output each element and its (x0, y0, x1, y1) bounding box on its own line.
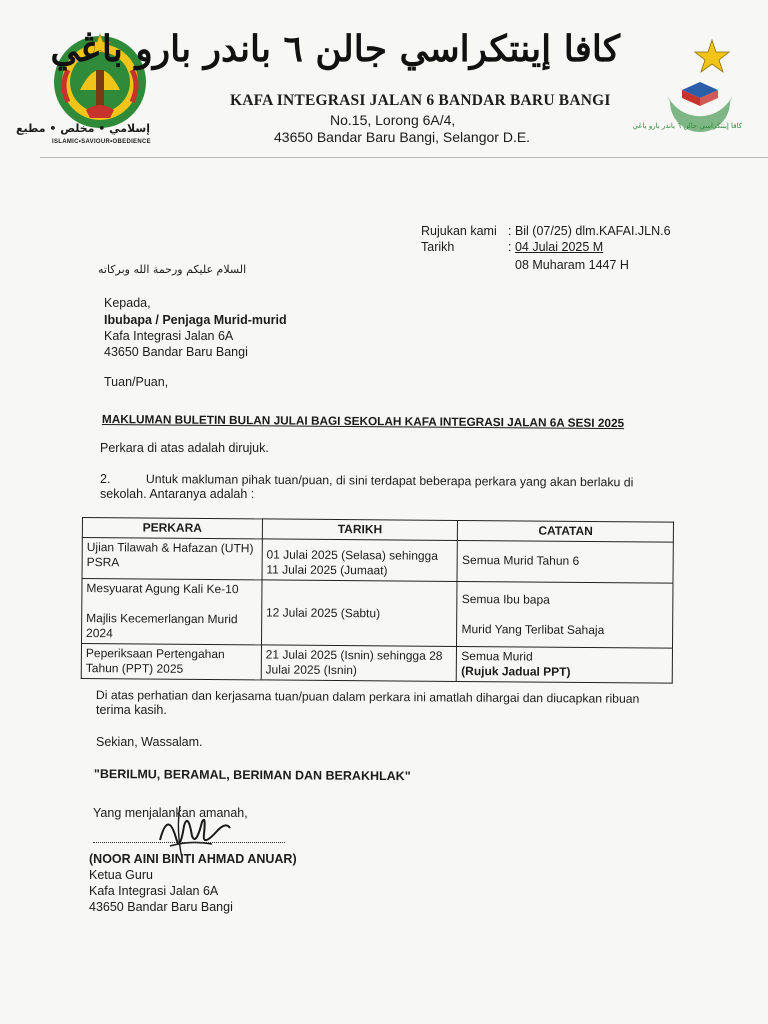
events-table (81, 517, 674, 684)
body-paragraph-2-number: 2. (100, 472, 111, 486)
reference-value: : Bil (07/25) dlm.KAFAI.JLN.6 (508, 224, 671, 238)
date-label: Tarikh (421, 240, 455, 254)
cell-perkara (82, 538, 262, 580)
closing-paragraph-line2: terima kasih. (96, 703, 167, 717)
recipient-line2: 43650 Bandar Baru Bangi (104, 345, 248, 359)
cell-line: (Rujuk Jadual PPT) (461, 663, 571, 679)
cell-catatan (457, 540, 673, 583)
cell-line: Ujian Tilawah & Hafazan (UTH) (86, 540, 254, 556)
date-line (508, 240, 603, 254)
signature-line (93, 842, 285, 843)
column-header-catatan: CATATAN (458, 520, 674, 542)
signatory-line2: 43650 Bandar Baru Bangi (89, 900, 233, 914)
date-value: 04 Julai 2025 M (514, 240, 604, 254)
right-logo-arabic-text: كافا إينتكراسي جالن ٦ باندر بارو باڠي (632, 122, 742, 130)
signatory-title: Ketua Guru (89, 868, 153, 882)
cell-line (86, 596, 257, 612)
body-paragraph-2-line1: Untuk makluman pihak tuan/puan, di sini terdapat beberapa perkara yang akan berlaku di (145, 472, 634, 490)
body-paragraph-1: Perkara di atas adalah dirujuk. (100, 441, 269, 455)
arabic-greeting: السلام عليكم ورحمة الله وبركاته (98, 263, 247, 276)
cell-line: Semua Murid (461, 648, 533, 664)
cell-line: 2024 (86, 626, 113, 641)
recipient-to: Kepada, (104, 296, 151, 310)
cell-tarikh (262, 539, 458, 582)
school-address-line2: 43650 Bandar Baru Bangi, Selangor D.E. (274, 129, 531, 145)
letter-subject: MAKLUMAN BULETIN BULAN JULAI BAGI SEKOLAH KAFA INTEGRASI JALAN 6A SESI 2025 (101, 412, 625, 431)
table-row (82, 579, 673, 649)
cell-perkara (82, 579, 262, 645)
date-colon: : (508, 240, 515, 254)
cell-perkara (81, 644, 261, 680)
table-row (82, 538, 673, 584)
cell-line: Tahun (PPT) 2025 (85, 661, 184, 676)
body-paragraph-2-line2: sekolah. Antaranya adalah : (100, 487, 255, 501)
cell-line: Julai 2025 (Isnin) (265, 662, 358, 678)
cell-line: PSRA (86, 555, 120, 570)
signatory-line1: Kafa Integrasi Jalan 6A (89, 884, 219, 898)
trust-line: Yang menjalankan amanah, (93, 806, 248, 820)
school-name-arabic: كافا إينتكراسي جالن ٦ باندر بارو باڠي (50, 28, 620, 70)
cell-line: Semua Murid Tahun 6 (462, 552, 580, 568)
cell-line: 11 Julai 2025 (Jumaat) (266, 562, 388, 578)
cell-tarikh (261, 580, 457, 647)
column-header-perkara: PERKARA (82, 518, 262, 539)
school-address-line1: No.15, Lorong 6A/4, (330, 112, 456, 128)
handwritten-signature (140, 800, 240, 860)
cell-line (462, 607, 669, 624)
recipient-line1: Kafa Integrasi Jalan 6A (104, 329, 234, 343)
cell-line: 12 Julai 2025 (Sabtu) (265, 604, 381, 620)
hijri-date: 08 Muharam 1447 H (515, 258, 629, 272)
left-logo-arabic-wordmark: إسلامي • مخلص • مطيع (15, 122, 150, 135)
signatory-name: (NOOR AINI BINTI AHMAD ANUAR) (89, 852, 297, 866)
table-row (81, 644, 672, 684)
cell-line: Murid Yang Terlibat Sahaja (461, 621, 605, 638)
left-logo-tagline: ISLAMIC•SAVIOUR•OBEDIENCE (52, 139, 151, 145)
header-divider (40, 157, 768, 158)
column-header-tarikh: TARIKH (262, 519, 458, 541)
school-motto: "BERILMU, BERAMAL, BERIMAN DAN BERAKHLAK" (93, 767, 411, 784)
recipient-name: Ibubapa / Penjaga Murid-murid (104, 313, 287, 327)
cell-line: 01 Julai 2025 (Selasa) sehingga (266, 547, 438, 563)
closing-paragraph-line1: Di atas perhatian dan kerjasama tuan/puan dalam perkara ini amatlah dihargai dan diucapkan ribuan (95, 688, 640, 706)
cell-line: Majlis Kecemerlangan Murid (86, 611, 238, 627)
farewell: Sekian, Wassalam. (96, 735, 203, 749)
cell-line: Semua Ibu bapa (461, 591, 550, 607)
cell-catatan (457, 581, 673, 648)
school-name: KAFA INTEGRASI JALAN 6 BANDAR BARU BANGI (230, 92, 611, 109)
cell-line: 21 Julai 2025 (Isnin) sehingga 28 (265, 647, 443, 663)
reference-label: Rujukan kami (421, 224, 497, 238)
salutation: Tuan/Puan, (104, 375, 169, 389)
cell-tarikh (261, 645, 457, 682)
cell-catatan (457, 646, 673, 683)
cell-line: Peperiksaan Pertengahan (85, 646, 225, 662)
cell-line: Mesyuarat Agung Kali Ke-10 (86, 581, 239, 597)
